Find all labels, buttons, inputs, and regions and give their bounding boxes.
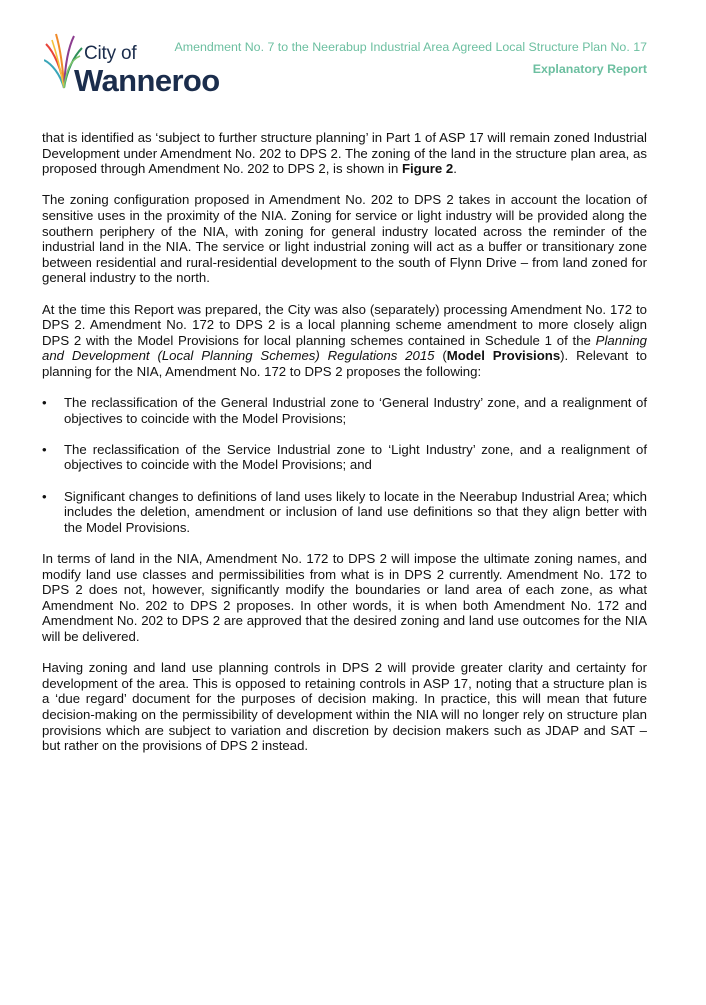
list-item: • Significant changes to definitions of land uses likely to locate in the Neerabup Industrial Area; which includes the deletion, amendment or inclusion of land use definitions so that they align better with the Model Provisions. bbox=[42, 488, 647, 535]
document-title: Amendment No. 7 to the Neerabup Industrial Area Agreed Local Structure Plan No. 17 bbox=[174, 40, 647, 54]
document-subtitle: Explanatory Report bbox=[532, 62, 647, 76]
bullet-icon: • bbox=[42, 441, 47, 457]
amendment-bullet-list bbox=[42, 395, 647, 535]
model-provisions-term: Model Provisions bbox=[446, 348, 561, 364]
paragraph-5: Having zoning and land use planning controls in DPS 2 will provide greater clarity and certainty for development of the area. This is opposed to retaining controls in ASP 17, noting that a structure plan is a ‘due regard’ document for the purposes of decision making. In practice, this will mean that future decision-making on the permissibility of development within the NIA will no longer rely on structure plan provisions which are subject to variation and discretion by decision makers such as JDAP and SAT – but rather on the provisions of DPS 2 instead. bbox=[42, 660, 647, 754]
regulation-title: Planning and Development (Local Planning Schemes) Regulations 2015 bbox=[42, 332, 647, 364]
bullet-icon: • bbox=[42, 488, 47, 504]
list-item: • The reclassification of the General Industrial zone to ‘General Industry’ zone, and a realignment of objectives to coincide with the Model Provisions; bbox=[42, 395, 647, 426]
paragraph-4: In terms of land in the NIA, Amendment No. 172 to DPS 2 will impose the ultimate zoning names, and modify land use classes and permissibilities from what is in DPS 2 currently. Amendment No. 172 to DPS 2 does not, however, significantly modify the boundaries or land area of each zone, as what Amendment No. 202 to DPS 2 proposes. In other words, it is when both Amendment No. 172 and Amendment No. 202 to DPS 2 are approved that the desired zoning and land use outcomes for the NIA will be delivered. bbox=[42, 551, 647, 644]
paragraph-3: At the time this Report was prepared, the City was also (separately) processing Amendment No. 172 to DPS 2. Amendment No. 172 to DPS 2 is a local planning scheme amendment to more closely align DPS 2 with the Model Provisions for local planning schemes contained in Schedule 1 of the Planning and Development (Local Planning Schemes) Regulations 2015 (Model Provisions). Relevant to planning for the NIA, Amendment No. 172 to DPS 2 proposes the following: bbox=[42, 301, 647, 379]
logo-city-text: City of bbox=[84, 43, 137, 64]
list-item: • The reclassification of the Service Industrial zone to ‘Light Industry’ zone, and a realignment of objectives to coincide with the Model Provisions; and bbox=[42, 441, 647, 473]
bullet-icon: • bbox=[42, 395, 47, 411]
logo-wanneroo-text: Wanneroo bbox=[74, 63, 220, 98]
paragraph-2: The zoning configuration proposed in Amendment No. 202 to DPS 2 takes in account the location of sensitive uses in the proximity of the NIA. Zoning for service or light industry will be provided along the southern periphery of the NIA, with zoning for general industry located across the reminder of the industrial land in the NIA. The service or light industrial zoning will act as a buffer or transitionary zone between residential and rural-residential development to the south of Flynn Drive – from land zoned for general industry to the north. bbox=[42, 192, 647, 286]
report-body bbox=[42, 130, 647, 769]
paragraph-1: that is identified as ‘subject to further structure planning’ in Part 1 of ASP 17 will remain zoned Industrial Development under Amendment No. 202 to DPS 2. The zoning of the land in the structure plan area, as proposed through Amendment No. 202 to DPS 2, is shown in Figure 2. bbox=[42, 130, 647, 177]
figure-reference: Figure 2 bbox=[401, 161, 454, 177]
